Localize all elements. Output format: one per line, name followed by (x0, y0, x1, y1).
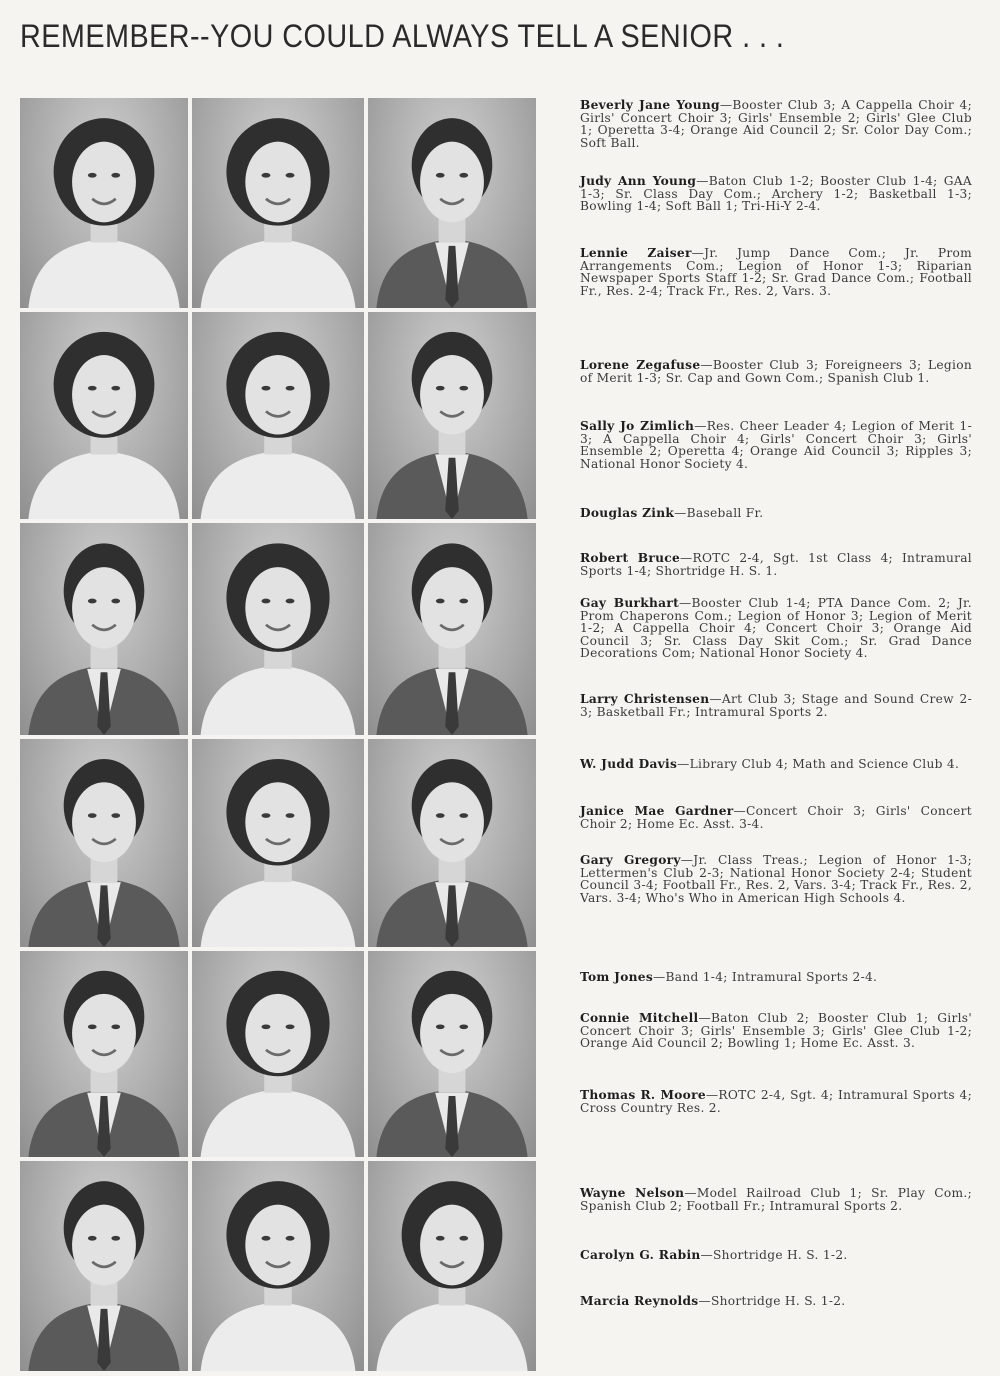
portrait-silhouette (368, 739, 536, 947)
portrait-silhouette (192, 1161, 364, 1371)
portrait-silhouette (192, 951, 364, 1157)
portrait-photo (192, 312, 364, 519)
senior-bio (580, 1187, 972, 1212)
senior-name: Judy Ann Young (580, 174, 697, 188)
senior-bio (580, 1089, 972, 1114)
senior-activities: —Baton Club 2; Booster Club 1; Girls' Concert Choir 3; Girls' Ensemble 3; Girls' Glee Club 1-2; Orange Aid Council 2; Bowling 1; Home Ec. Asst. 3. (580, 1011, 972, 1051)
portrait-silhouette (368, 1161, 536, 1371)
senior-activities: —Jr. Jump Dance Com.; Jr. Prom Arrangements Com.; Legion of Honor 1-3; Riparian Newspaper Sports Staff 1-2; Sr. Grad Dance Com.; Football Fr., Res. 2-4; Track Fr., Res. 2, Vars. 3. (580, 246, 972, 298)
portrait-silhouette (20, 739, 188, 947)
senior-bio (580, 175, 972, 213)
senior-activities: —Art Club 3; Stage and Sound Crew 2-3; Basketball Fr.; Intramural Sports 2. (580, 692, 972, 719)
senior-name: Connie Mitchell (580, 1011, 699, 1025)
senior-activities: —Model Railroad Club 1; Sr. Play Com.; Spanish Club 2; Football Fr.; Intramural Sports 2. (580, 1186, 972, 1213)
portrait-photo (20, 523, 188, 735)
senior-name: Marcia Reynolds (580, 1294, 699, 1308)
senior-name: Gary Gregory (580, 853, 681, 867)
portrait-photo (368, 1161, 536, 1371)
portrait-silhouette (368, 951, 536, 1157)
senior-bio (580, 420, 972, 470)
portrait-photo (368, 523, 536, 735)
senior-bio (580, 99, 972, 149)
senior-activities: —Booster Club 3; A Cappella Choir 4; Girls' Concert Choir 3; Girls' Ensemble 2; Girls' Glee Club 1; Operetta 3-4; Orange Aid Council 2; Sr. Color Day Com.; Soft Ball. (580, 98, 973, 150)
portrait-silhouette (20, 1161, 188, 1371)
senior-activities: —Jr. Class Treas.; Legion of Honor 1-3; Lettermen's Club 2-3; National Honor Society 2-4; Student Council 3-4; Football Fr., Res. 2, Vars. 3-4; Track Fr., Res. 2, Vars. 3-4; Who's Who in American High Schools 4. (580, 853, 973, 905)
senior-name: Lennie Zaiser (580, 246, 692, 260)
portrait-silhouette (192, 98, 364, 308)
portrait-silhouette (192, 739, 364, 947)
portrait-silhouette (20, 951, 188, 1157)
portrait-grid (20, 98, 536, 1371)
senior-bio (580, 507, 972, 520)
portrait-photo (20, 739, 188, 947)
senior-bio (580, 693, 972, 718)
portrait-photo (192, 98, 364, 308)
portrait-photo (192, 739, 364, 947)
portrait-photo (20, 98, 188, 308)
senior-bio (580, 247, 972, 297)
portrait-photo (368, 951, 536, 1157)
senior-name: Gay Burkhart (580, 596, 680, 610)
senior-bio (580, 805, 972, 830)
senior-name: Thomas R. Moore (580, 1088, 706, 1102)
portrait-photo (192, 1161, 364, 1371)
senior-activities: —Baseball Fr. (674, 506, 764, 520)
senior-name: Douglas Zink (580, 506, 675, 520)
senior-name: Beverly Jane Young (580, 98, 720, 112)
senior-name: W. Judd Davis (580, 757, 678, 771)
senior-activities: —ROTC 2-4, Sgt. 1st Class 4; Intramural Sports 1-4; Shortridge H. S. 1. (580, 551, 972, 578)
portrait-silhouette (20, 523, 188, 735)
portrait-photo (20, 312, 188, 519)
senior-name: Robert Bruce (580, 551, 681, 565)
portrait-photo (368, 98, 536, 308)
portrait-photo (20, 1161, 188, 1371)
senior-activities: —Band 1-4; Intramural Sports 2-4. (653, 970, 878, 984)
senior-activities: —Baton Club 1-2; Booster Club 1-4; GAA 1-3; Sr. Class Day Com.; Archery 1-2; Basketball 1-3; Bowling 1-4; Soft Ball 1; Tri-Hi-Y 2-4. (580, 174, 972, 214)
portrait-photo (20, 951, 188, 1157)
senior-activities: —Booster Club 3; Foreigneers 3; Legion of Merit 1-3; Sr. Cap and Gown Com.; Spanish Club 1. (580, 358, 972, 385)
senior-activities: —Shortridge H. S. 1-2. (700, 1248, 848, 1262)
portrait-photo (192, 523, 364, 735)
senior-name: Tom Jones (580, 970, 654, 984)
page-title: REMEMBER--YOU COULD ALWAYS TELL A SENIOR . . . (20, 18, 785, 54)
senior-bio (580, 854, 972, 904)
senior-name: Larry Christensen (580, 692, 710, 706)
senior-bio (580, 971, 972, 984)
portrait-photo (368, 312, 536, 519)
senior-activities: —Library Club 4; Math and Science Club 4. (677, 757, 960, 771)
portrait-silhouette (368, 98, 536, 308)
senior-name: Carolyn G. Rabin (580, 1248, 701, 1262)
portrait-silhouette (20, 98, 188, 308)
senior-name: Wayne Nelson (580, 1186, 685, 1200)
portrait-silhouette (368, 523, 536, 735)
senior-activities: —Res. Cheer Leader 4; Legion of Merit 1-3; A Cappella Choir 4; Girls' Concert Choir 3; Girls' Ensemble 2; Operetta 4; Orange Aid Council 3; Ripples 3; National Honor Society 4. (580, 419, 972, 471)
senior-bio (580, 1249, 972, 1262)
senior-bio (580, 552, 972, 577)
portrait-silhouette (192, 523, 364, 735)
portrait-photo (368, 739, 536, 947)
senior-activities: —Booster Club 1-4; PTA Dance Com. 2; Jr. Prom Chaperons Com.; Legion of Honor 3; Legion of Merit 1-2; A Cappella Choir 4; Concert Choir 3; Orange Aid Council 3; Sr. Class Day Skit Com.; Sr. Grad Dance Decorations Com; National Honor Society 4. (580, 596, 972, 661)
senior-bio (580, 758, 972, 771)
senior-bio (580, 597, 972, 660)
senior-name: Lorene Zegafuse (580, 358, 701, 372)
portrait-silhouette (20, 312, 188, 519)
senior-activities: —ROTC 2-4, Sgt. 4; Intramural Sports 4; Cross Country Res. 2. (580, 1088, 972, 1115)
senior-bio (580, 1295, 972, 1308)
senior-name: Sally Jo Zimlich (580, 419, 695, 433)
senior-bio (580, 1012, 972, 1050)
senior-activities: —Shortridge H. S. 1-2. (698, 1294, 846, 1308)
portrait-silhouette (368, 312, 536, 519)
senior-activities: —Concert Choir 3; Girls' Concert Choir 2; Home Ec. Asst. 3-4. (580, 804, 973, 831)
senior-bio (580, 359, 972, 384)
senior-name: Janice Mae Gardner (580, 804, 734, 818)
portrait-silhouette (192, 312, 364, 519)
portrait-photo (192, 951, 364, 1157)
